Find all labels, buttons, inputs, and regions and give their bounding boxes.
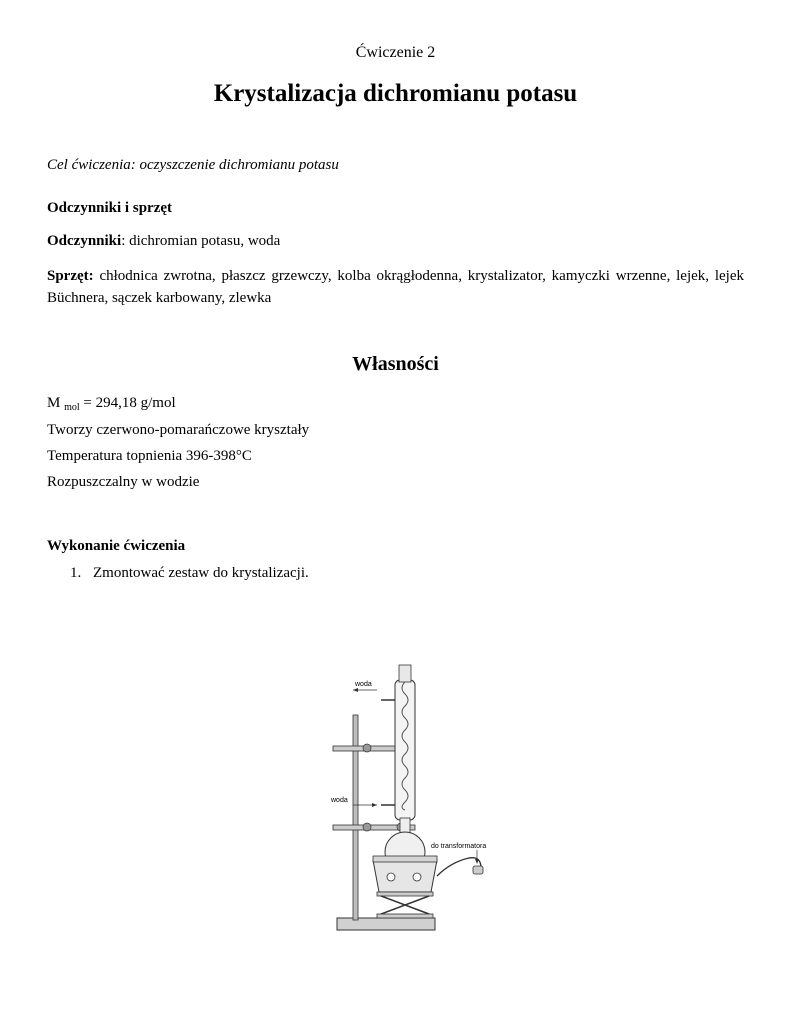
- melting-point-property: Temperatura topnienia 396-398°C: [47, 448, 252, 464]
- step-text: Zmontować zestaw do krystalizacji.: [93, 565, 309, 581]
- mantle-knob-right: [413, 873, 421, 881]
- reagents-equipment-heading: Odczynniki i sprzęt: [47, 200, 173, 216]
- reflux-condenser: [395, 680, 415, 820]
- exercise-label: Ćwiczenie 2: [355, 44, 436, 61]
- procedure-step: [70, 565, 309, 582]
- molar-mass-subscript: mol: [64, 402, 80, 413]
- transformer-label: do transformatora: [431, 843, 487, 850]
- reagents-label: Odczynniki: [47, 233, 122, 249]
- crystals-property: Tworzy czerwono-pomarańczowe kryształy: [47, 422, 310, 438]
- equipment-value: chłodnica zwrotna, płaszcz grzewczy, kolba okrągłodenna, krystalizator, kamyczki wrzenne, lejek, lejek Büchnera, sączek karbowany, zlewka: [47, 268, 744, 306]
- water-outlet-label: woda: [355, 681, 372, 688]
- properties-heading: Własności: [352, 353, 439, 375]
- stand-base: [337, 918, 435, 930]
- step-number: 1.: [70, 565, 82, 581]
- water-inlet-label: woda: [331, 797, 348, 804]
- reflux-apparatus-illustration: [325, 660, 490, 935]
- exercise-goal: Cel ćwiczenia: oczyszczenie dichromianu potasu: [47, 157, 339, 173]
- equipment-label: Sprzęt:: [47, 268, 94, 284]
- molar-mass-line: [47, 395, 176, 412]
- mantle-knob-left: [387, 873, 395, 881]
- heating-mantle: [373, 860, 437, 892]
- reagents-line: [47, 233, 280, 250]
- molar-mass-symbol: M: [47, 395, 61, 411]
- lab-jack: [377, 892, 433, 896]
- page-title: Krystalizacja dichromianu potasu: [213, 80, 578, 107]
- solubility-property: Rozpuszczalny w wodzie: [47, 474, 200, 490]
- plug: [473, 866, 483, 874]
- molar-mass-value: = 294,18 g/mol: [79, 395, 176, 411]
- procedure-heading: Wykonanie ćwiczenia: [47, 538, 186, 554]
- reagents-value: : dichromian potasu, woda: [121, 233, 281, 249]
- equipment-paragraph: [47, 265, 744, 309]
